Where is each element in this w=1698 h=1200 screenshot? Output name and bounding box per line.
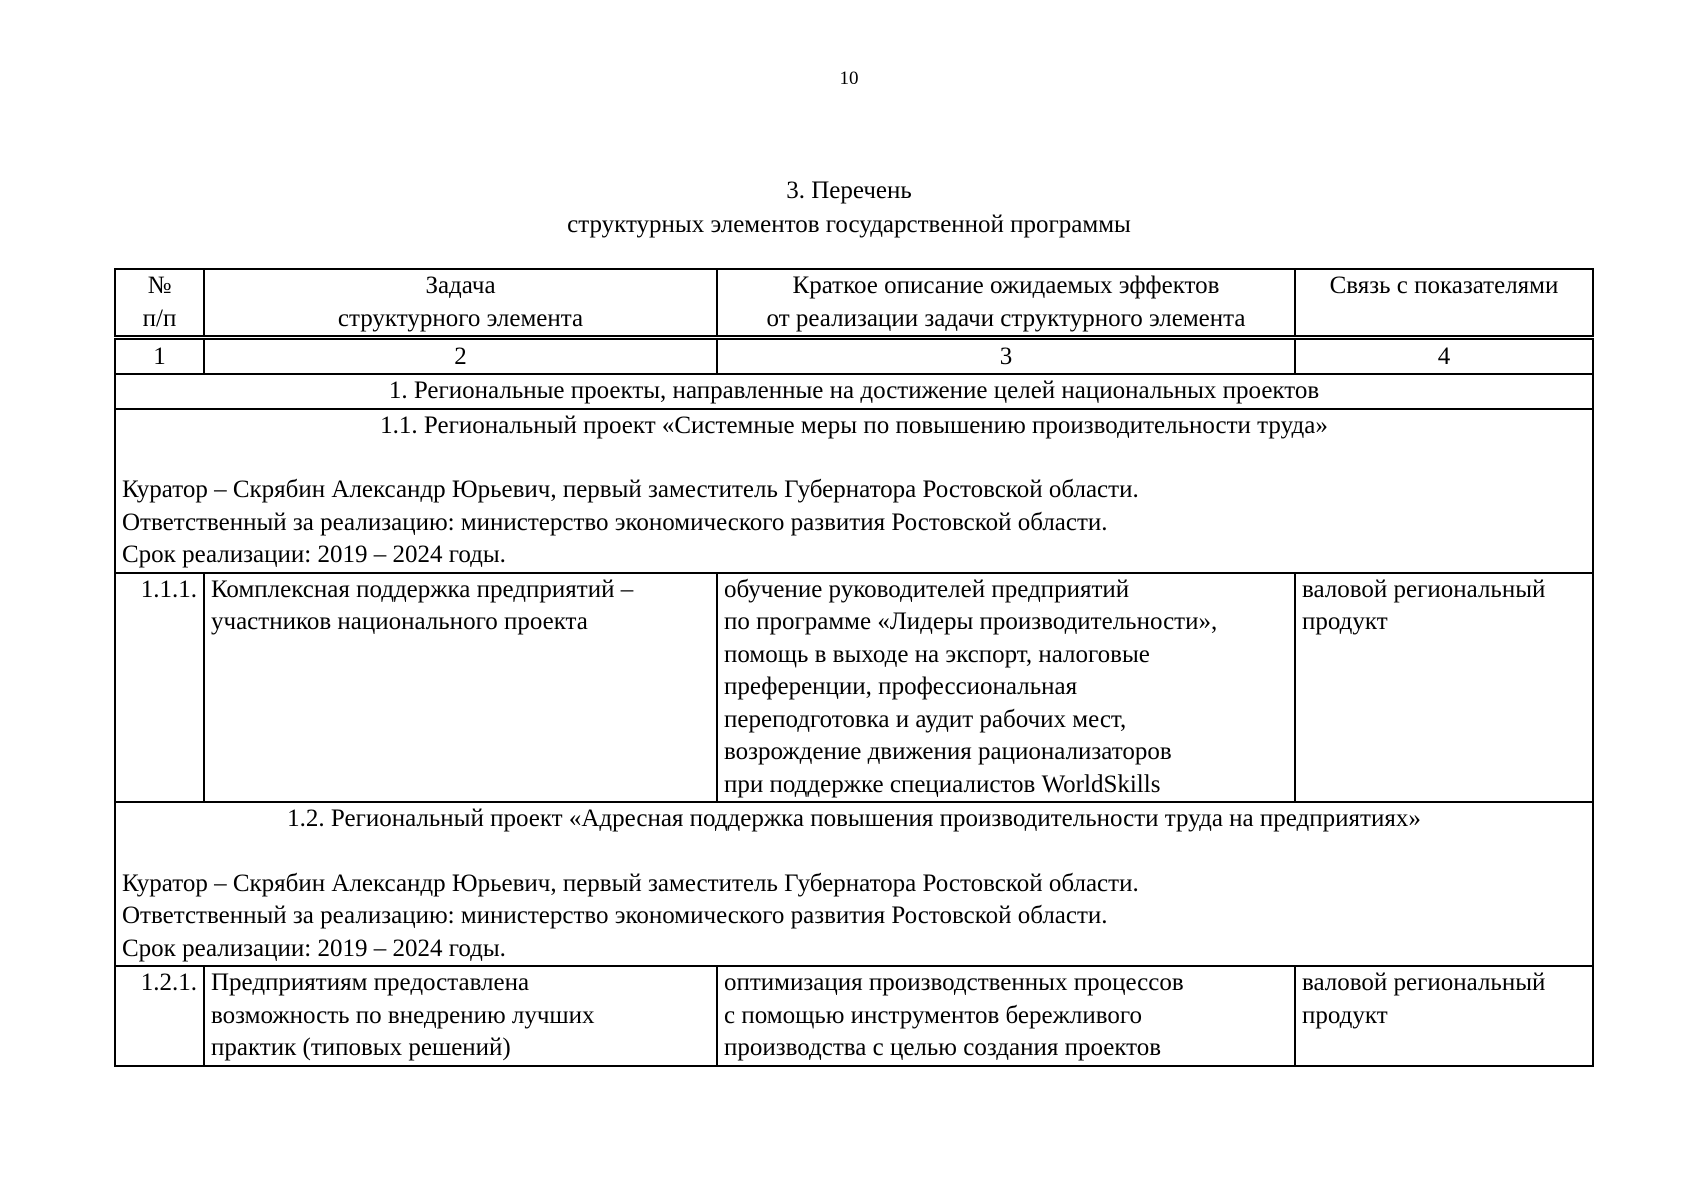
row-effects: оптимизация производственных процессов с помощью инструментов бережливого производства с целью создания проектов bbox=[717, 966, 1295, 1066]
title-line-1: 3. Перечень bbox=[786, 177, 912, 204]
column-number-row bbox=[115, 338, 1593, 375]
section-row bbox=[115, 374, 1593, 409]
row-indicators: валовой региональный продукт bbox=[1295, 573, 1593, 803]
column-number: 1 bbox=[115, 338, 204, 375]
column-number: 2 bbox=[204, 338, 717, 375]
structural-elements-table bbox=[114, 268, 1594, 1067]
header-col-task: Задача структурного элемента bbox=[204, 269, 717, 338]
project-curator: Куратор – Скрябин Александр Юрьевич, первый заместитель Губернатора Ростовской области. bbox=[122, 869, 1139, 897]
project-period: Срок реализации: 2019 – 2024 годы. bbox=[122, 541, 506, 568]
project-info-row bbox=[115, 802, 1593, 966]
table-row bbox=[115, 966, 1593, 1066]
row-number: 1.1.1. bbox=[115, 573, 204, 803]
row-task: Комплексная поддержка предприятий – участников национального проекта bbox=[204, 573, 717, 803]
row-number: 1.2.1. bbox=[115, 966, 204, 1066]
project-title: 1.2. Региональный проект «Адресная поддержка повышения производительности труда на предприятиях» bbox=[287, 805, 1421, 832]
header-col-indicators: Связь с показателями bbox=[1295, 269, 1593, 338]
header-col-number: № п/п bbox=[115, 269, 204, 338]
page-number: 10 bbox=[839, 68, 859, 89]
project-period: Срок реализации: 2019 – 2024 годы. bbox=[122, 934, 506, 962]
table-header-row bbox=[115, 269, 1593, 338]
project-curator: Куратор – Скрябин Александр Юрьевич, первый заместитель Губернатора Ростовской области. bbox=[122, 476, 1139, 503]
section-title: 1. Региональные проекты, направленные на достижение целей национальных проектов bbox=[115, 374, 1593, 409]
project-responsible: Ответственный за реализацию: министерство экономического развития Ростовской области. bbox=[122, 508, 1108, 536]
table-row bbox=[115, 573, 1593, 803]
header-col-effects: Краткое описание ожидаемых эффектов от реализации задачи структурного элемента bbox=[717, 269, 1295, 338]
title-line-2: структурных элементов государственной программы bbox=[567, 211, 1131, 238]
project-info bbox=[115, 802, 1593, 966]
page-title bbox=[0, 174, 1698, 242]
project-info-row bbox=[115, 409, 1593, 573]
column-number: 3 bbox=[717, 338, 1295, 375]
row-indicators: валовой региональный продукт bbox=[1295, 966, 1593, 1066]
column-number: 4 bbox=[1295, 338, 1593, 375]
project-title: 1.1. Региональный проект «Системные меры по повышению производительности труда» bbox=[380, 411, 1328, 439]
project-info bbox=[115, 409, 1593, 573]
project-responsible: Ответственный за реализацию: министерство экономического развития Ростовской области. bbox=[122, 902, 1108, 929]
row-task: Предприятиям предоставлена возможность по внедрению лучших практик (типовых решений) bbox=[204, 966, 717, 1066]
row-effects: обучение руководителей предприятий по программе «Лидеры производительности», помощь в выходе на экспорт, налоговые преференции, профессиональная переподготовка и аудит рабочих мест, возрождение движения рационализаторов при поддержке специалистов WorldSkills bbox=[717, 573, 1295, 803]
